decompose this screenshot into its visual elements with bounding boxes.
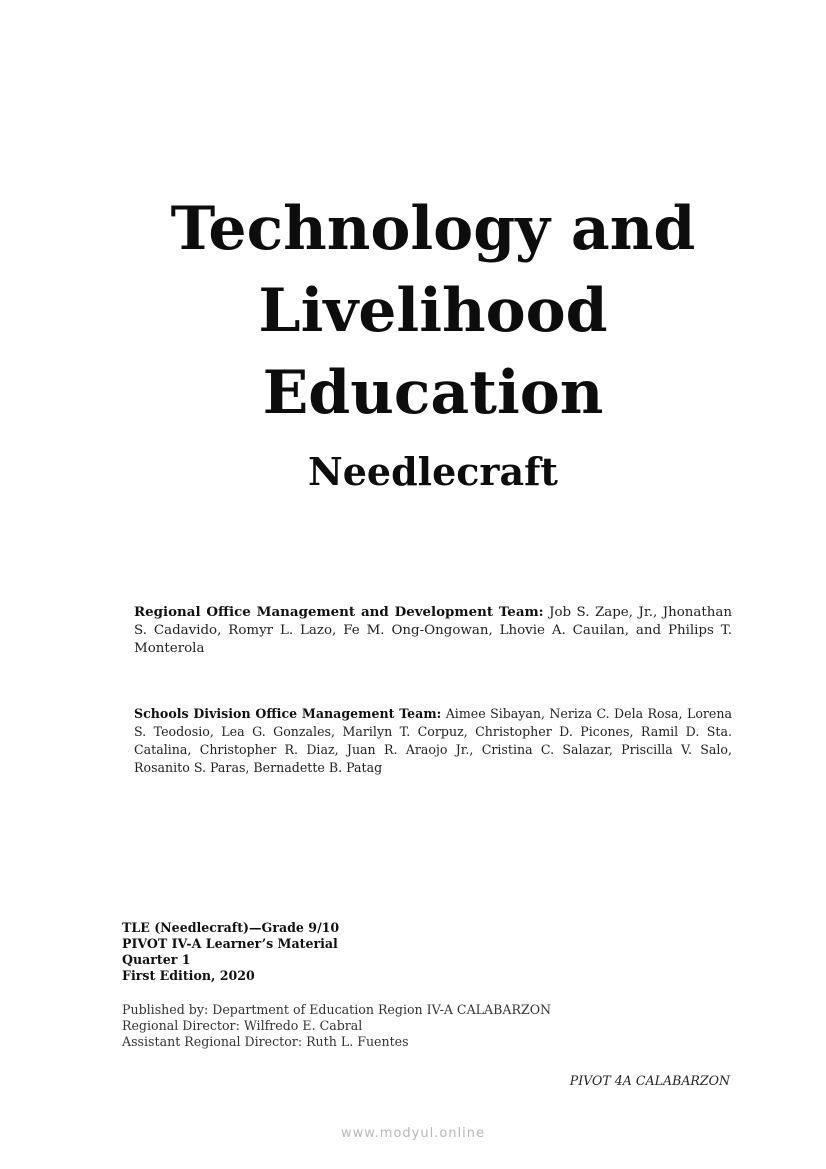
quarter-line: Quarter 1 (122, 952, 191, 967)
sdo-team-members: Aimee Sibayan, Neriza C. Dela Rosa, Lorena S. Teodosio, Lea G. Gonzales, Marilyn T. Corpuz, Christopher D. Picones, Ramil D. Sta. Catalina, Christopher R. Diaz, Juan R. Araojo Jr., Cristina C. Salazar, Priscilla V. Salo, Rosanito S. Paras, Bernadette B. Patag (134, 706, 732, 775)
publication-info (122, 1002, 551, 1050)
material-line: PIVOT IV-A Learner’s Material (122, 936, 338, 951)
title-line-3: Education (262, 358, 604, 428)
edition-line: First Edition, 2020 (122, 968, 255, 983)
assistant-director-line: Assistant Regional Director: Ruth L. Fuentes (122, 1034, 409, 1049)
regional-team-members: Job S. Zape, Jr., Jhonathan S. Cadavido, Romyr L. Lazo, Fe M. Ong-Ongowan, Lhovie A. Cauilan, and Philips T. Monterola (134, 605, 732, 656)
sdo-team-label: Schools Division Office Management Team: (134, 706, 442, 721)
published-by-line: Published by: Department of Education Region IV-A CALABARZON (122, 1002, 552, 1017)
title-line-2: Livelihood (258, 276, 608, 346)
sdo-team-credits (134, 705, 732, 777)
course-line: TLE (Needlecraft)—Grade 9/10 (122, 920, 340, 935)
title-line-1: Technology and (170, 194, 696, 264)
regional-team-credits (134, 603, 732, 658)
footer-brand: PIVOT 4A CALABARZON (569, 1073, 730, 1088)
regional-team-label: Regional Office Management and Development Team: (134, 604, 544, 620)
regional-director-line: Regional Director: Wilfredo E. Cabral (122, 1018, 363, 1033)
watermark-text: www.modyul.online (340, 1126, 486, 1141)
document-subtitle: Needlecraft (308, 449, 558, 494)
document-title-block (0, 188, 826, 498)
edition-info (122, 920, 339, 984)
